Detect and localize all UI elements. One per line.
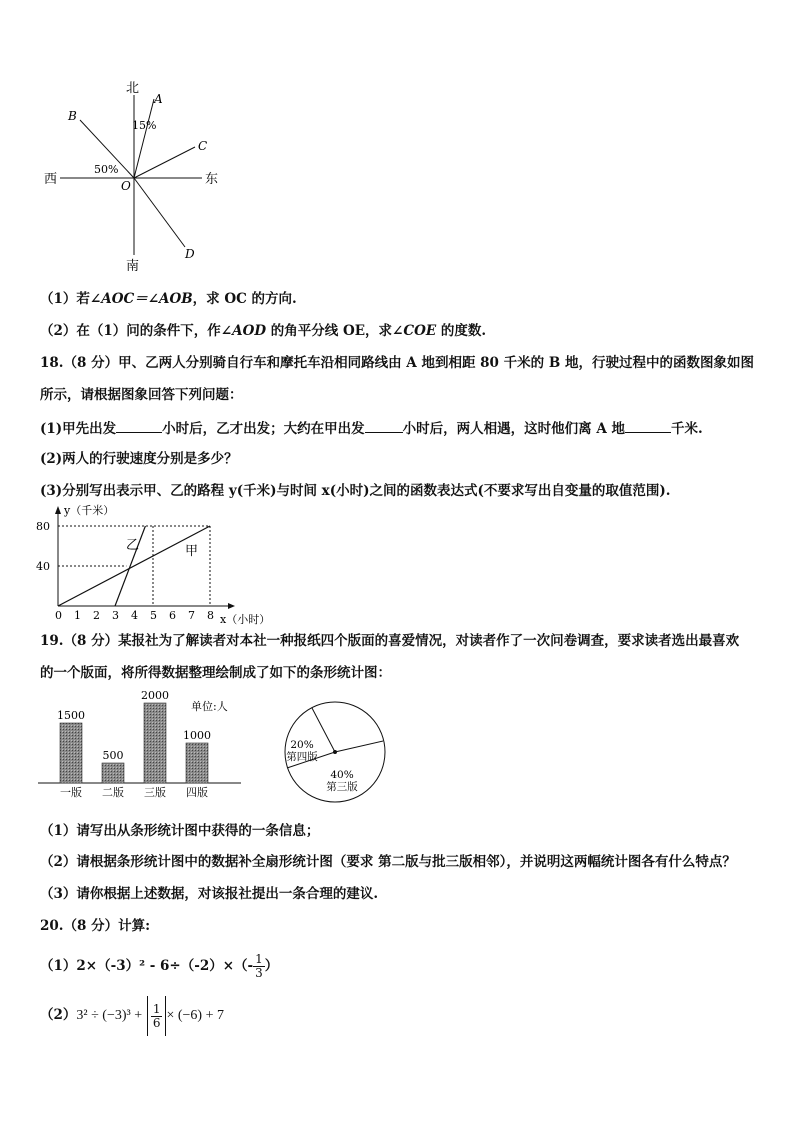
fraction-denominator: 3 <box>255 966 263 980</box>
q18-sub1-a: (1)甲先出发 <box>40 421 117 437</box>
q18-sub1-c: 小时后，两人相遇，这时他们离 A 地 <box>402 421 626 437</box>
bar-value-label: 500 <box>102 749 124 762</box>
bar-category-label: 四版 <box>186 786 208 799</box>
q18-stem-line2: 所示，请根据图象回答下列问题： <box>40 387 243 403</box>
x-tick-label: 3 <box>112 609 119 622</box>
pie-center <box>333 750 337 754</box>
pie-divider-1 <box>312 708 335 752</box>
q20-expr1-body: 2×（-3）² - 6÷（-2）×（- <box>76 958 254 974</box>
q20-expr1-end: ） <box>264 958 279 974</box>
q18-stem-line1: 18.（8 分）甲、乙两人分别骑自行车和摩托车沿相同路线由 A 地到相距 80 千米的 B 地，行驶过程中的函数图象如图 <box>40 355 754 371</box>
x-tick-label: 8 <box>207 609 214 622</box>
fraction-numerator: 1 <box>152 1001 161 1016</box>
x-tick-label: 7 <box>188 609 195 622</box>
q17-part2-suffix: 的度数. <box>436 323 487 339</box>
angle-b-label: 50% <box>94 163 119 176</box>
q19-sub3: （3）请你根据上述数据，对该报社提出一条合理的建议. <box>40 886 379 902</box>
q20-expr1-prefix: （1） <box>40 958 77 974</box>
series-label-jia: 甲 <box>185 544 199 559</box>
y-tick-label: 40 <box>36 560 50 573</box>
x-tick-label: 4 <box>131 609 138 622</box>
bar <box>144 703 166 783</box>
q18-sub1-b: 小时后，乙才出发；大约在甲出发 <box>162 421 365 437</box>
x-axis-title: x（小时） <box>220 613 271 626</box>
distance-time-graph <box>28 500 298 630</box>
q17-part1-prefix: （1）若 <box>40 291 90 307</box>
q17-part1-expr: ∠AOC＝∠AOB <box>89 291 193 307</box>
pie-slice-label: 第三版 <box>326 781 358 793</box>
q20-expr2-prefix: （2） <box>40 1007 77 1023</box>
bar-chart-unit: 单位:人 <box>191 700 228 713</box>
fraction-one-third <box>253 953 265 980</box>
q17-part2-prefix: （2）在（1）问的条件下，作 <box>40 323 221 339</box>
q20-expr2 <box>40 995 224 1035</box>
compass-diagram <box>30 75 260 275</box>
fraction-one-sixth <box>151 1003 163 1030</box>
bar-category-label: 三版 <box>144 786 166 799</box>
x-tick-label: 1 <box>74 609 81 622</box>
bar <box>102 763 124 783</box>
answer-blank-2[interactable] <box>365 418 403 433</box>
series-label-yi: 乙 <box>126 538 140 553</box>
q19-stem-line1: 19.（8 分）某报社为了解读者对本社一种报纸四个版面的喜爱情况，对读者作了一次问卷调查，要求读者选出最喜欢 <box>40 633 740 649</box>
x-tick-label: 0 <box>55 609 62 622</box>
q17-part1 <box>40 290 297 308</box>
east-label: 东 <box>205 172 219 187</box>
point-a-label: A <box>154 92 163 106</box>
pie-slice-label: 第四版 <box>286 751 318 763</box>
x-tick-label: 2 <box>93 609 100 622</box>
q19-sub1: （1）请写出从条形统计图中获得的一条信息； <box>40 823 320 839</box>
x-tick-label: 5 <box>150 609 157 622</box>
fraction-denominator: 6 <box>152 1015 161 1030</box>
bar <box>186 743 208 783</box>
q19-stem-line2: 的一个版面，将所得数据整理绘制成了如下的条形统计图： <box>40 665 391 681</box>
bar-value-label: 2000 <box>141 690 169 702</box>
ray-oc <box>134 147 195 178</box>
absolute-value-bars <box>147 996 167 1036</box>
bar-value-label: 1500 <box>57 709 85 722</box>
q20-expr1 <box>40 948 278 984</box>
point-d-label: D <box>185 247 195 261</box>
fraction-numerator: 1 <box>255 952 263 966</box>
ray-od <box>134 178 185 247</box>
q17-part2-mid: 的角平分线 OE，求 <box>266 323 393 339</box>
x-axis-arrow <box>228 603 235 609</box>
q20-expr2-b: × (−6) + 7 <box>166 1008 224 1023</box>
pie-slice-pct: 20% <box>290 739 314 751</box>
answer-blank-1[interactable] <box>116 418 162 433</box>
bar <box>60 723 82 783</box>
y-axis-arrow <box>55 506 61 514</box>
point-b-label: B <box>68 109 77 123</box>
q20-expr2-a: 3² ÷ (−3)³ + <box>76 1008 143 1023</box>
q20-title: 20.（8 分）计算: <box>40 918 151 934</box>
bar-category-label: 一版 <box>60 786 82 799</box>
west-label: 西 <box>44 172 58 187</box>
q19-sub2: （2）请根据条形统计图中的数据补全扇形统计图（要求 第二版与批三版相邻），并说明这两幅统计图各有什么特点？ <box>40 854 736 870</box>
q17-part1-suffix: ，求 OC 的方向. <box>192 291 297 307</box>
pie-slice-pct: 40% <box>330 769 354 781</box>
angle-a-label: 15% <box>132 119 157 132</box>
q18-sub3: (3)分别写出表示甲、乙的路程 y(千米)与时间 x(小时)之间的函数表达式(不要求写出自变量的取值范围). <box>40 483 671 499</box>
pie-chart <box>280 698 395 806</box>
q18-sub1 <box>40 418 703 438</box>
bar-value-label: 1000 <box>183 729 211 742</box>
answer-blank-3[interactable] <box>625 418 671 433</box>
q17-part2-angle: ∠AOD <box>220 323 267 339</box>
y-axis-title: y（千米） <box>64 504 115 517</box>
bar-chart <box>36 690 251 805</box>
point-c-label: C <box>198 139 208 153</box>
bar-category-label: 二版 <box>102 786 124 799</box>
q17-part2-angle2: ∠COE <box>392 323 437 339</box>
pie-divider-2 <box>335 741 383 752</box>
q18-sub1-d: 千米. <box>671 421 703 437</box>
point-o-label: O <box>121 179 131 193</box>
x-tick-label: 6 <box>169 609 176 622</box>
ray-oa <box>132 99 157 178</box>
q17-part2 <box>40 322 486 340</box>
q18-sub2: (2)两人的行驶速度分别是多少？ <box>40 451 238 467</box>
y-tick-label: 80 <box>36 520 50 533</box>
north-label: 北 <box>126 81 140 96</box>
south-label: 南 <box>126 259 140 274</box>
